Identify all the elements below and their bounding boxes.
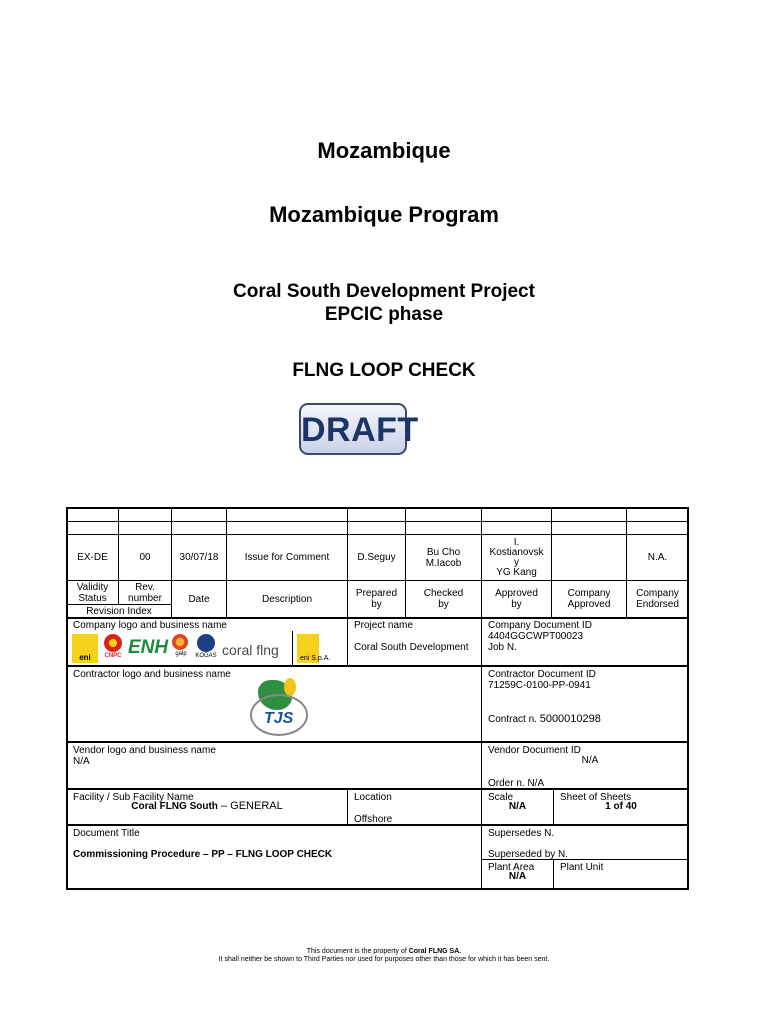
document-title-label: Document Title: [73, 828, 140, 839]
approved-by-value: I. Kostianovsk y YG Kang: [489, 536, 544, 578]
document-country-title: Mozambique: [317, 138, 451, 163]
facility-name-suffix: – GENERAL: [217, 800, 283, 812]
document-subject: FLNG LOOP CHECK: [292, 360, 476, 381]
superseded-by-label: Superseded by N.: [488, 849, 569, 860]
revision-index-label: Revision Index: [86, 605, 152, 617]
location-value: Offshore: [354, 814, 393, 825]
company-endorsed-header: Company Endorsed: [636, 588, 679, 610]
company-doc-id: 4404GGCWPT00023: [488, 631, 584, 642]
order-number: Order n. N/A: [488, 778, 545, 789]
project-title: [0, 280, 768, 326]
logo-divider: [292, 631, 293, 665]
contractor-logo-label: Contractor logo and business name: [73, 669, 231, 680]
contractor-doc-label: Contractor Document ID: [488, 669, 596, 680]
scale-value: N/A: [508, 801, 527, 812]
galp-logo: [172, 634, 190, 663]
program-title: Mozambique Program: [269, 202, 499, 227]
company-endorsed-value: N.A.: [647, 552, 668, 563]
cnpc-logo: [101, 634, 125, 663]
scale-label: Scale: [488, 792, 514, 803]
validity-status-value: EX-DE: [77, 552, 108, 563]
plant-unit-label: Plant Unit: [560, 862, 604, 873]
property-notice-prefix: This document is the property of: [306, 948, 409, 955]
project-title-line1: Coral South Development Project: [233, 281, 535, 302]
project-title-line2: EPCIC phase: [324, 304, 444, 325]
company-approved-value: [552, 535, 626, 580]
prepared-by-value: D.Seguy: [357, 552, 396, 563]
eni-logo: [72, 634, 98, 663]
tjs-logo-text: TJS: [264, 710, 294, 727]
date-header: Date: [188, 593, 210, 605]
enh-logo: ENH: [128, 637, 169, 658]
cnpc-logo-text: CNPC: [104, 653, 122, 659]
coral-flng-logo: coral flng: [222, 642, 279, 658]
plant-area-label: Plant Area: [488, 862, 535, 873]
document-title-value: Commissioning Procedure – PP – FLNG LOOP CHECK: [73, 849, 333, 860]
company-approved-header: Company Approved: [567, 588, 611, 610]
checked-by-value: Bu Cho M.Iacob: [425, 546, 462, 569]
prepared-by-header: Prepared by: [355, 588, 398, 610]
eni-logo-text: eni: [79, 653, 91, 662]
facility-label: Facility / Sub Facility Name: [73, 792, 194, 803]
vendor-logo-label: Vendor logo and business name: [73, 745, 216, 756]
rev-number-header: Rev. number: [128, 581, 162, 604]
sheet-value: 1 of 40: [605, 801, 637, 812]
kogas-logo: [194, 634, 218, 663]
vendor-doc-id: N/A: [581, 755, 599, 766]
eni-spa-logo-text: eni S.p.A.: [300, 655, 331, 662]
vendor-logo-value: N/A: [73, 756, 90, 767]
project-name-label: Project name: [354, 620, 413, 631]
rev-number-value: 00: [139, 552, 151, 563]
kogas-logo-text: KOGAS: [195, 653, 217, 659]
company-logos-strip: [70, 632, 346, 665]
contractor-doc-id: 71259C-0100-PP-0941: [488, 680, 591, 691]
eni-spa-logo: [297, 634, 345, 663]
facility-name: [67, 801, 347, 814]
vendor-doc-label: Vendor Document ID: [488, 745, 581, 756]
approved-by-header: Approved by: [495, 588, 538, 610]
tjs-logo: [244, 676, 316, 740]
date-value: 30/07/18: [179, 552, 219, 563]
job-number-label: Job N.: [488, 642, 517, 653]
plant-area-value: N/A: [508, 871, 527, 882]
contract-number-value: 5000010298: [539, 713, 601, 725]
contract-number-line: [482, 712, 688, 726]
supersedes-label: Supersedes N.: [488, 828, 555, 839]
facility-name-main: Coral FLNG South: [131, 801, 218, 812]
rule: [67, 521, 688, 522]
validity-status-header: Validity Status: [76, 581, 109, 604]
sheet-label: Sheet of Sheets: [560, 792, 632, 803]
checked-by-header: Checked by: [423, 588, 464, 610]
location-label: Location: [354, 792, 392, 803]
description-header: Description: [261, 593, 313, 605]
draft-stamp: DRAFT: [299, 403, 407, 455]
galp-logo-text: galp: [175, 651, 187, 657]
description-value: Issue for Comment: [244, 552, 330, 563]
company-logo-label: Company logo and business name: [73, 620, 227, 631]
confidentiality-notice: It shall neither be shown to Third Parties nor used for purposes other than those for which it has been sent.: [218, 956, 550, 963]
project-name-value: Coral South Development: [354, 642, 469, 653]
property-owner: Coral FLNG SA.: [408, 948, 462, 955]
company-doc-label: Company Document ID: [488, 620, 592, 631]
contract-number-label: Contract n.: [488, 714, 540, 725]
